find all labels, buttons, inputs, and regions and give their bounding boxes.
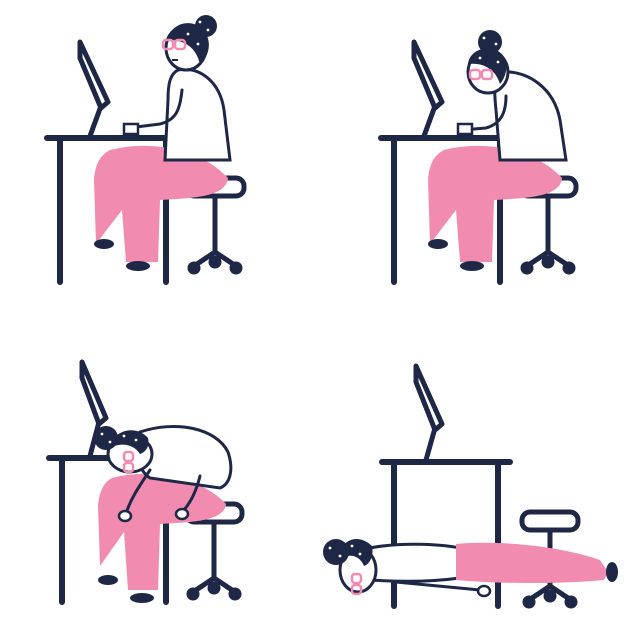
hand	[478, 586, 490, 596]
feet	[606, 562, 618, 582]
hand	[458, 124, 472, 134]
shirt	[370, 544, 460, 581]
hand	[124, 124, 138, 134]
